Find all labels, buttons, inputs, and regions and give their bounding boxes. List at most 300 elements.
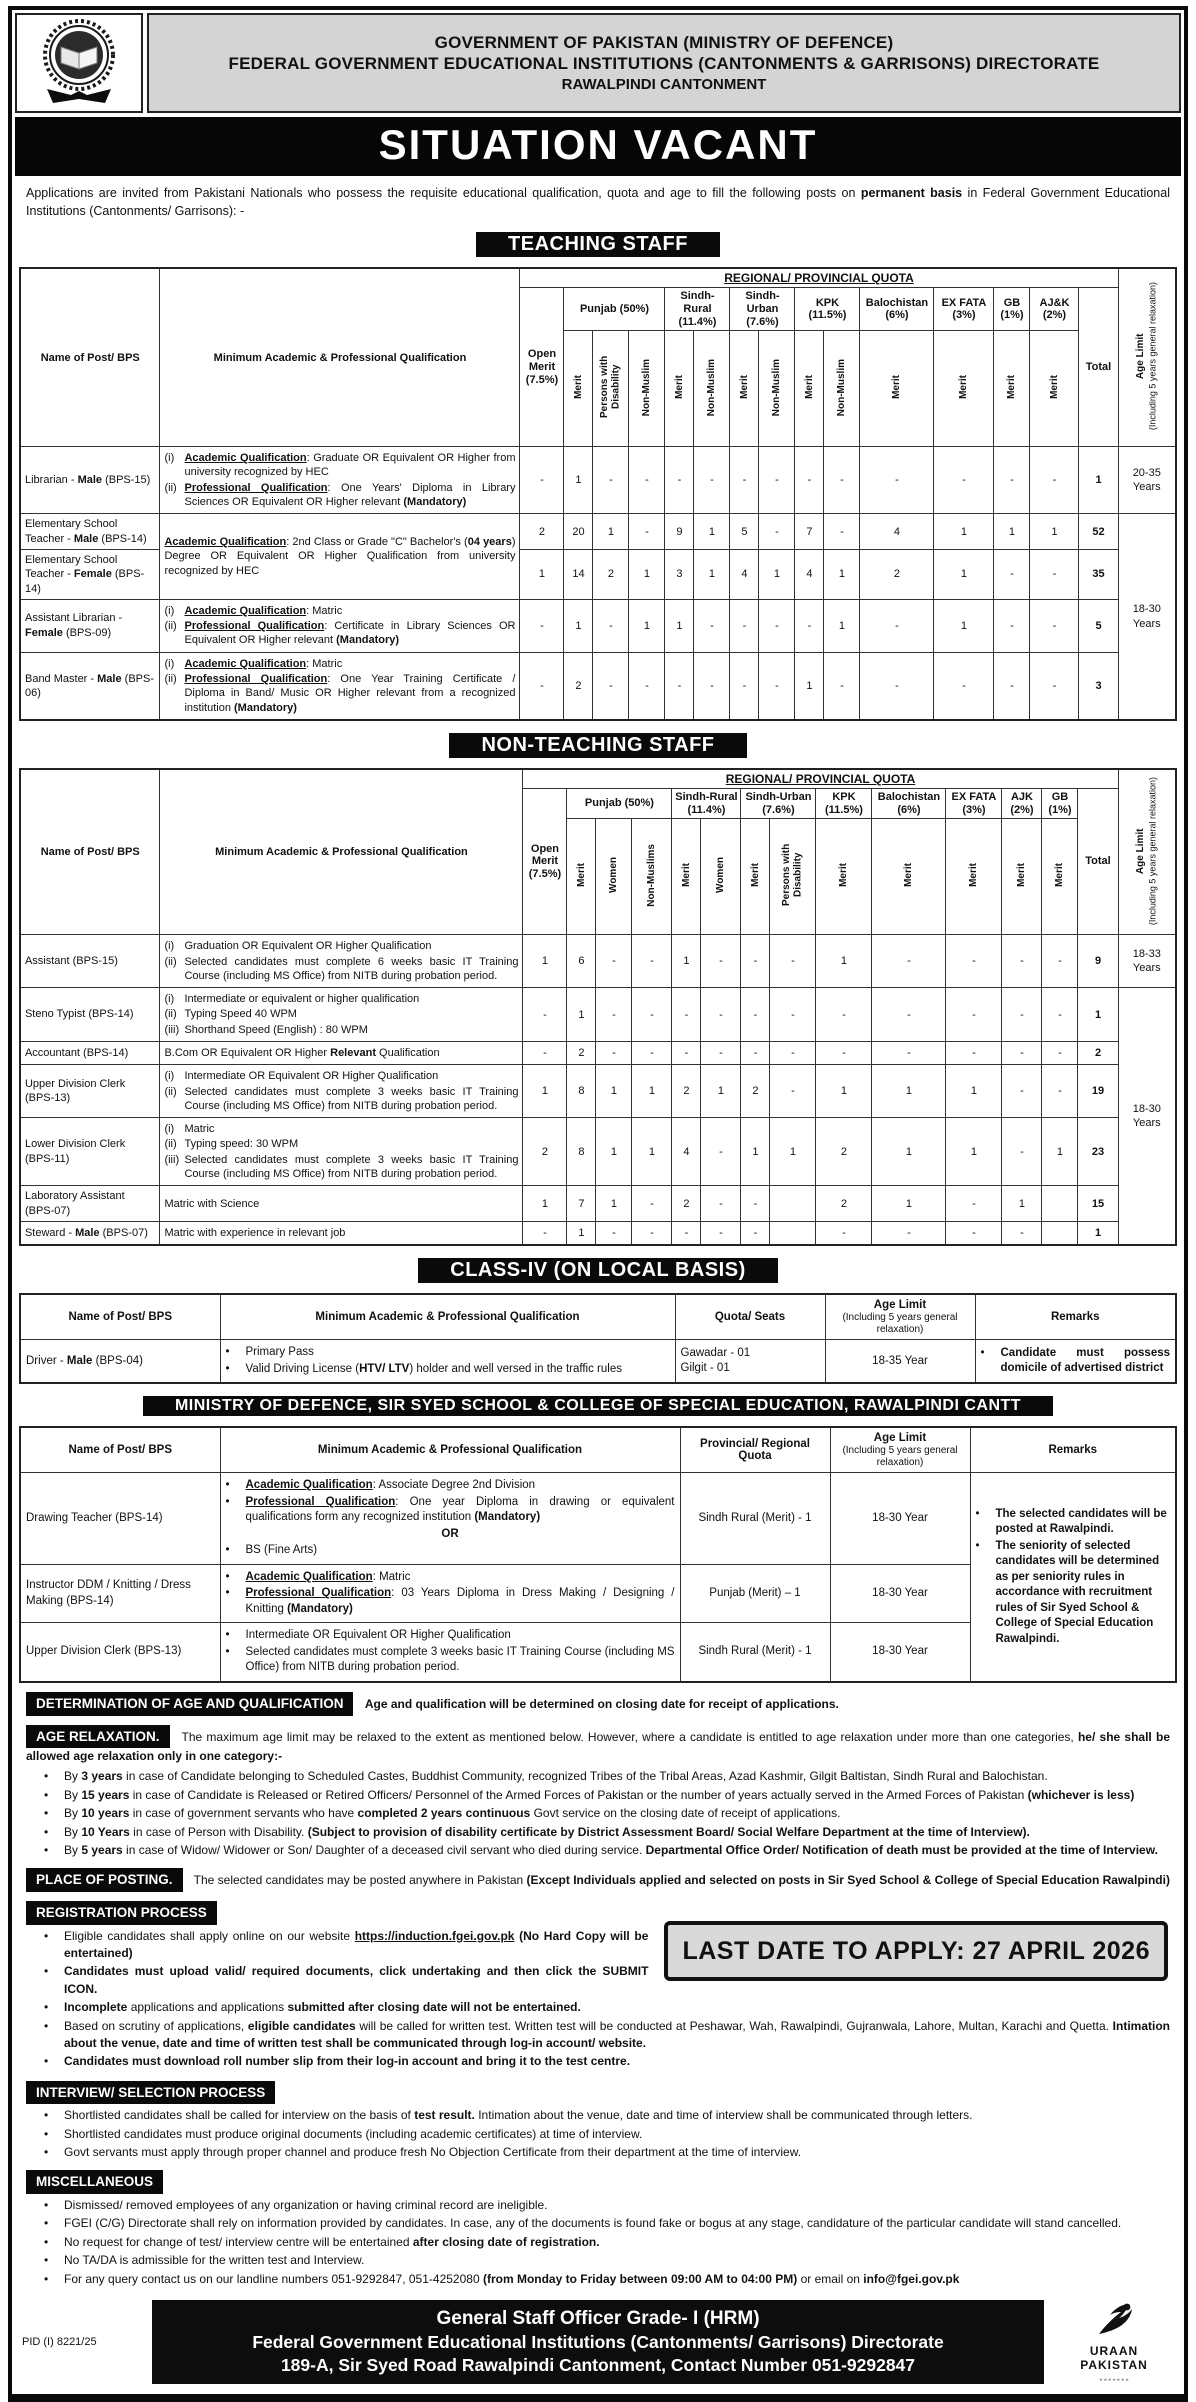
quota-cell: - <box>1042 988 1078 1042</box>
column-header: Minimum Academic & Professional Qualification <box>160 769 523 935</box>
quota-cell: - <box>816 1221 872 1245</box>
quota-cell: 3 <box>665 549 694 599</box>
text-line <box>44 1999 1170 2016</box>
quota-cell <box>1042 1221 1078 1245</box>
bullet-marker: • <box>975 1507 980 1520</box>
quota-cell: 1 <box>596 1186 632 1222</box>
line-text: By 3 years in case of Candidate belonging to Scheduled Castes, Buddhist Community, recognized Tribes of the Tribal Areas, Azad Kashmir, Gilgit Baltistan, Sindh Rural and Balochistan. <box>64 1769 1048 1784</box>
line-text: Academic Qualification: Matric <box>184 657 343 670</box>
total-cell: 1 <box>1078 988 1118 1042</box>
post-qualification <box>220 1473 680 1565</box>
line-text: Dismissed/ removed employees of any organization or having criminal record are ineligible. <box>64 2197 548 2212</box>
column-header: Merit <box>994 331 1030 447</box>
bullet-marker: • <box>225 1544 230 1557</box>
column-header: Balochistan (6%) <box>860 288 934 331</box>
text-line <box>976 1507 1171 1538</box>
quota-cell: - <box>1030 652 1079 720</box>
total-cell: 9 <box>1078 935 1118 988</box>
quota-cell: - <box>672 1221 701 1245</box>
column-header: Merit <box>872 819 946 935</box>
post-name: Upper Division Clerk (BPS-13) <box>20 1623 220 1682</box>
quota-cell: - <box>520 447 564 514</box>
post-qualification <box>220 1623 680 1682</box>
line-text: Typing speed: 30 WPM <box>184 1138 299 1151</box>
text-line <box>164 1046 518 1060</box>
quota-cell: - <box>946 1041 1002 1064</box>
quota-cell: - <box>994 447 1030 514</box>
quota-cell: - <box>596 1221 632 1245</box>
quota-cell: 4 <box>795 549 824 599</box>
quota-cell: 1 <box>701 1065 741 1118</box>
column-header: Merit <box>672 819 701 935</box>
bullet-marker: (i) <box>164 657 175 670</box>
quota-cell: - <box>1002 1118 1042 1186</box>
staff-row <box>20 988 1176 1042</box>
line-text: Candidates must download roll number slip from their log-in account and bring it to the test centre. <box>64 2054 631 2069</box>
quota-cell: - <box>946 988 1002 1042</box>
quota-cell: - <box>824 514 860 550</box>
header <box>12 10 1184 116</box>
quota-cell: - <box>629 514 665 550</box>
miscellaneous-section <box>26 2170 1170 2288</box>
text-line <box>164 1226 518 1240</box>
column-header: Balochistan (6%) <box>872 788 946 818</box>
column-header: Open Merit (7.5%) <box>523 788 567 934</box>
text-line <box>226 1570 675 1586</box>
text-line <box>164 1137 518 1151</box>
quota-cell: 1 <box>741 1118 770 1186</box>
column-header: Merit <box>934 331 994 447</box>
text-line <box>164 1153 518 1182</box>
text-line <box>44 2018 1170 2053</box>
quota-cell: 2 <box>520 514 564 550</box>
column-header: Merit <box>730 331 759 447</box>
age-limit-cell: 18-33 Years <box>1118 935 1176 988</box>
quota-cell: - <box>1002 988 1042 1042</box>
column-header: Age Limit (Including 5 years general relaxation) <box>1118 769 1176 935</box>
column-header: Age Limit (Including 5 years general relaxation) <box>1118 268 1176 446</box>
bullet-marker: • <box>44 2054 49 2069</box>
quota-cell: - <box>523 1221 567 1245</box>
post-qualification <box>220 1564 680 1623</box>
quota-cell: - <box>759 447 795 514</box>
line-text: Candidate must possess domicile of advertised district <box>1000 1346 1170 1375</box>
line-text: Intermediate OR Equivalent OR Higher Qualification <box>245 1629 511 1642</box>
quota-cell: - <box>872 988 946 1042</box>
column-header: GB (1%) <box>994 288 1030 331</box>
determination-section <box>26 1692 1170 1716</box>
post-qualification <box>160 935 523 988</box>
last-date-box <box>664 1921 1168 1981</box>
post-name: Assistant (BPS-15) <box>20 935 160 988</box>
bullet-marker: (ii) <box>164 481 177 494</box>
line-text: Matric with experience in relevant job <box>164 1226 346 1239</box>
total-cell: 3 <box>1079 652 1118 720</box>
interview-label: INTERVIEW/ SELECTION PROCESS <box>26 2081 275 2105</box>
quota-cell: - <box>629 447 665 514</box>
bullet-marker: • <box>44 2216 49 2231</box>
footer <box>22 2300 1174 2384</box>
line-text: Eligible candidates shall apply online on our website https://induction.fgei.gov.pk (No Hard Copy will be entertained) <box>64 1928 649 1960</box>
text-line <box>44 1928 648 1963</box>
post-name: Assistant Librarian - Female (BPS-09) <box>20 599 160 652</box>
text-line <box>226 1478 675 1494</box>
footer-line-3: 189-A, Sir Syed Road Rawalpindi Cantonment, Contact Number 051-9292847 <box>280 2354 916 2375</box>
quota-cell: - <box>596 935 632 988</box>
quota-cell: - <box>730 599 759 652</box>
quota-cell: - <box>672 988 701 1042</box>
quota-cell: - <box>770 1065 816 1118</box>
total-cell: 35 <box>1079 549 1118 599</box>
col-header-quota: Provincial/ Regional Quota <box>680 1427 830 1473</box>
line-text: Selected candidates must complete 3 weeks basic IT Training Course (including MS Office) from NITB during probation period. <box>184 1153 519 1181</box>
post-name: Driver - Male (BPS-04) <box>20 1340 220 1384</box>
line-text: Academic Qualification: Graduate OR Equivalent OR Higher from university recognized by HEC <box>184 452 516 479</box>
quota-cell: 5 <box>730 514 759 550</box>
uraan-label-bottom: PAKISTAN <box>1080 2357 1148 2372</box>
line-text: The selected candidates will be posted at Rawalpindi. <box>995 1507 1167 1536</box>
quota-cell: 1 <box>564 447 593 514</box>
bullet-marker: • <box>225 1346 230 1359</box>
text-line <box>44 1805 1170 1822</box>
text-line <box>44 1787 1170 1804</box>
quota-cell: - <box>770 988 816 1042</box>
header-title-box <box>147 13 1181 113</box>
quota-cell: - <box>632 1186 672 1222</box>
text-line <box>44 2107 1170 2124</box>
quota-cell: 1 <box>824 549 860 599</box>
quota-cell: 1 <box>567 988 596 1042</box>
header-line-2: FEDERAL GOVERNMENT EDUCATIONAL INSTITUTIONS (CANTONMENTS & GARRISONS) DIRECTORATE <box>228 54 1100 74</box>
uraan-label-top: URAAN <box>1089 2344 1139 2359</box>
quota-cell: - <box>701 1118 741 1186</box>
quota: Sindh Rural (Merit) - 1 <box>680 1473 830 1565</box>
quota-cell <box>770 1221 816 1245</box>
staff-row <box>20 447 1176 514</box>
text-line <box>164 1069 518 1083</box>
line-text: Selected candidates must complete 6 weeks basic IT Training Course (including MS Office) from NITB during probation period. <box>184 955 519 982</box>
quota-cell: - <box>994 549 1030 599</box>
post-qualification <box>160 1186 523 1222</box>
text-line <box>226 1586 675 1617</box>
text-line <box>164 1085 518 1114</box>
column-header: Persons with Disability <box>770 819 816 935</box>
bullet-marker: • <box>225 1479 230 1492</box>
quota-cell: - <box>1042 1065 1078 1118</box>
quota-cell: 1 <box>934 599 994 652</box>
line-text: Academic Qualification: Matric <box>245 1570 411 1583</box>
post-name: Instructor DDM / Knitting / Dress Making (BPS-14) <box>20 1564 220 1623</box>
text-line <box>226 1345 670 1361</box>
quota-cell: 2 <box>816 1118 872 1186</box>
quota-seats: Gawadar - 01 Gilgit - 01 <box>675 1340 825 1384</box>
post-qualification <box>160 599 520 652</box>
column-header: Merit <box>1002 819 1042 935</box>
line-text: B.Com OR Equivalent OR Higher Relevant Qualification <box>164 1046 440 1059</box>
quota-cell: 1 <box>934 514 994 550</box>
bullet-marker: • <box>44 2108 49 2123</box>
bullet-marker: (ii) <box>164 1008 177 1021</box>
column-header: Total <box>1078 788 1118 934</box>
bullet-marker: (i) <box>164 1123 175 1136</box>
text-line <box>164 992 518 1006</box>
footer-line-2: Federal Government Educational Institutions (Cantonments/ Garrisons) Directorate <box>252 2331 944 2352</box>
post-name: Steward - Male (BPS-07) <box>20 1221 160 1245</box>
quota-cell: - <box>665 652 694 720</box>
bullet-marker: (iii) <box>164 1153 180 1166</box>
post-name: Laboratory Assistant (BPS-07) <box>20 1186 160 1222</box>
quota-cell: 1 <box>816 935 872 988</box>
line-text: OR <box>441 1527 459 1540</box>
quota-cell: 14 <box>564 549 593 599</box>
bullet-marker: (i) <box>164 940 175 953</box>
age-relaxation-label: AGE RELAXATION. <box>26 1725 170 1749</box>
text-line <box>44 1824 1170 1841</box>
column-header: Merit <box>741 819 770 935</box>
quota-cell: 2 <box>593 549 629 599</box>
quota-cell: 1 <box>672 935 701 988</box>
situation-vacant-banner: SITUATION VACANT <box>15 117 1181 176</box>
line-text: For any query contact us on our landline numbers 051-9292847, 051-4252080 (from Monday to Friday between 09:00 AM to 04:00 PM) or email on info@fgei.gov.pk <box>64 2271 960 2286</box>
bullet-marker: • <box>975 1539 980 1552</box>
age-relaxation-section <box>26 1725 1170 1860</box>
quota-cell: - <box>1030 549 1079 599</box>
text-line <box>164 481 515 510</box>
staff-row <box>20 1186 1176 1222</box>
quota-cell: 1 <box>694 549 730 599</box>
quota-cell: - <box>730 447 759 514</box>
quota-cell: 1 <box>795 652 824 720</box>
text-line <box>164 955 518 984</box>
total-cell: 19 <box>1078 1065 1118 1118</box>
quota-cell: 1 <box>872 1065 946 1118</box>
quota-cell: - <box>694 652 730 720</box>
staff-row <box>20 1065 1176 1118</box>
bullet-marker: • <box>44 2253 49 2268</box>
place-of-posting-text: The selected candidates may be posted anywhere in Pakistan (Except Individuals applied and selected on posts in Sir Syed School & College of Special Education Rawalpindi) <box>193 1873 1170 1888</box>
quota-cell: 2 <box>672 1065 701 1118</box>
quota-cell: - <box>520 599 564 652</box>
column-header: Non-Muslim <box>694 331 730 447</box>
line-text: Selected candidates must complete 3 weeks basic IT Training Course (including MS Office) from NITB during probation period. <box>184 1085 519 1112</box>
column-header: Non-Muslim <box>629 331 665 447</box>
column-header: Merit <box>567 819 596 935</box>
text-line <box>44 2053 1170 2070</box>
line-text: Selected candidates must complete 3 weeks basic IT Training Course (including MS Office) from NITB during probation period. <box>245 1645 675 1674</box>
quota-cell: - <box>523 988 567 1042</box>
place-of-posting-label: PLACE OF POSTING. <box>26 1868 183 1892</box>
class4-table <box>19 1293 1177 1384</box>
pid-number: PID (I) 8221/25 <box>22 2335 97 2348</box>
quota-cell: - <box>770 935 816 988</box>
bullet-marker: • <box>44 1787 49 1802</box>
quota-cell: - <box>946 1186 1002 1222</box>
column-header: Merit <box>665 331 694 447</box>
column-header: Non-Muslim <box>824 331 860 447</box>
bullet-marker: • <box>225 1495 230 1508</box>
quota-cell: - <box>665 447 694 514</box>
post-qualification <box>160 1221 523 1245</box>
quota-cell: - <box>824 447 860 514</box>
uraan-bird-icon <box>1091 2300 1137 2340</box>
quota-cell: - <box>1002 1221 1042 1245</box>
quota-cell: - <box>1030 599 1079 652</box>
class4-heading: CLASS-IV (ON LOCAL BASIS) <box>416 1256 779 1285</box>
quota: Sindh Rural (Merit) - 1 <box>680 1623 830 1682</box>
bullet-marker: • <box>44 1928 49 1943</box>
column-header: Non-Muslims <box>632 819 672 935</box>
line-text: BS (Fine Arts) <box>245 1544 318 1557</box>
quota-cell: - <box>701 1186 741 1222</box>
post-name: Accountant (BPS-14) <box>20 1041 160 1064</box>
staff-row <box>20 1221 1176 1245</box>
quota-cell: - <box>759 652 795 720</box>
text-line <box>226 1645 675 1676</box>
determination-text: Age and qualification will be determined on closing date for receipt of applications. <box>364 1696 839 1711</box>
quota-cell: - <box>694 447 730 514</box>
header-line-3: RAWALPINDI CANTONMENT <box>561 75 767 93</box>
quota-cell: 1 <box>523 1186 567 1222</box>
quota-cell: - <box>872 935 946 988</box>
column-header: GB (1%) <box>1042 788 1078 818</box>
text-line <box>164 451 515 480</box>
quota-cell: - <box>596 988 632 1042</box>
bullet-marker: • <box>225 1645 230 1658</box>
bullet-marker: (i) <box>164 604 175 617</box>
text-line <box>164 604 515 618</box>
quota-cell: - <box>593 652 629 720</box>
line-text: Incomplete applications and applications submitted after closing date will not be entertained. <box>64 2000 581 2015</box>
quota-cell: 1 <box>596 1065 632 1118</box>
col-header-age: Age Limit (Including 5 years general relaxation) <box>830 1427 970 1473</box>
quota-cell: - <box>1002 1041 1042 1064</box>
col-header-quota: Quota/ Seats <box>675 1294 825 1340</box>
line-text: Intermediate OR Equivalent OR Higher Qualification <box>184 1070 439 1083</box>
line-text: Shortlisted candidates must produce original documents (including academic certificates) at time of interview. <box>64 2126 643 2141</box>
quota-cell: 1 <box>694 514 730 550</box>
special-education-heading: MINISTRY OF DEFENCE, SIR SYED SCHOOL & COLLEGE OF SPECIAL EDUCATION, RAWALPINDI CANTT <box>141 1394 1055 1418</box>
fgei-crest-logo <box>15 13 143 113</box>
column-header: Total <box>1079 288 1118 447</box>
quota-cell: 4 <box>860 514 934 550</box>
column-header: EX FATA (3%) <box>934 288 994 331</box>
quota-cell: - <box>824 652 860 720</box>
bullet-marker: • <box>225 1362 230 1375</box>
column-header: AJK (2%) <box>1002 788 1042 818</box>
column-header: Merit <box>1042 819 1078 935</box>
quota-cell: - <box>632 935 672 988</box>
special-row-drawing-teacher <box>20 1473 1176 1565</box>
bullet-marker: • <box>44 2000 49 2015</box>
quota-cell: 20 <box>564 514 593 550</box>
text-line <box>44 2234 1170 2251</box>
post-qualification <box>160 1118 523 1186</box>
quota-cell: 1 <box>665 599 694 652</box>
quota-cell: - <box>629 652 665 720</box>
quota-cell: - <box>672 1041 701 1064</box>
quota-cell: - <box>701 935 741 988</box>
col-header-qualification: Minimum Academic & Professional Qualification <box>220 1427 680 1473</box>
quota-cell: 1 <box>824 599 860 652</box>
place-of-posting-section <box>26 1868 1170 1892</box>
quota-cell: - <box>596 1041 632 1064</box>
column-header: Merit <box>860 331 934 447</box>
quota-cell: 7 <box>795 514 824 550</box>
staff-row <box>20 599 1176 652</box>
quota-cell: - <box>730 652 759 720</box>
class4-row-driver <box>20 1340 1176 1384</box>
text-line <box>164 619 515 648</box>
quota-cell: - <box>872 1041 946 1064</box>
col-header-qualification: Minimum Academic & Professional Qualification <box>220 1294 675 1340</box>
post-qualification <box>160 514 520 599</box>
quota-cell: - <box>860 652 934 720</box>
quota-cell: 1 <box>593 514 629 550</box>
quota-cell: - <box>872 1221 946 1245</box>
column-header: Merit <box>1030 331 1079 447</box>
staff-row <box>20 1041 1176 1064</box>
quota-cell: 1 <box>1030 514 1079 550</box>
col-header-age: Age Limit (Including 5 years general relaxation) <box>825 1294 975 1340</box>
quota-cell: 1 <box>816 1065 872 1118</box>
bullet-marker: (iii) <box>164 1023 180 1036</box>
line-text: No request for change of test/ interview centre will be entertained after closing date of registration. <box>64 2234 600 2249</box>
column-header: Minimum Academic & Professional Qualification <box>160 268 520 446</box>
text-line <box>44 1842 1170 1859</box>
post-name: Elementary School Teacher - Female (BPS-14) <box>20 549 160 599</box>
quota-cell: - <box>632 1041 672 1064</box>
quota-cell: - <box>1030 447 1079 514</box>
quota-cell: - <box>816 988 872 1042</box>
quota-cell: 1 <box>596 1118 632 1186</box>
text-line <box>44 2271 1170 2288</box>
line-text: Govt servants must apply through proper channel and produce fresh No Objection Certificate from their department at the time of interview. <box>64 2145 802 2160</box>
column-header: Open Merit (7.5%) <box>520 288 564 447</box>
post-name: Lower Division Clerk (BPS-11) <box>20 1118 160 1186</box>
line-text: Valid Driving License (HTV/ LTV) holder and well versed in the traffic rules <box>245 1362 622 1375</box>
text-line <box>44 1768 1170 1785</box>
post-name: Librarian - Male (BPS-15) <box>20 447 160 514</box>
teaching-staff-heading: TEACHING STAFF <box>474 230 722 259</box>
post-qualification <box>160 1041 523 1064</box>
line-text: Professional Qualification: One Year Training Certificate / Diploma in Band/ Music OR Higher relevant from a recognized institution (Mandatory) <box>184 673 516 714</box>
quota-cell <box>1042 1186 1078 1222</box>
quota-cell: 1 <box>523 1065 567 1118</box>
age-relaxation-text: The maximum age limit may be relaxed to the extent as mentioned below. However, where a candidate is entitled to age relaxation under more than one categories, he/ she shall be allowed age relaxation only in one category:- <box>26 1729 1170 1764</box>
column-header: Punjab (50%) <box>567 788 672 818</box>
column-header: Persons with Disability <box>593 331 629 447</box>
quota-cell: - <box>994 599 1030 652</box>
quota-cell: - <box>701 1221 741 1245</box>
line-text: Professional Qualification: One Years' Diploma in Library Sciences OR Equivalent OR Higher relevant (Mandatory) <box>184 481 516 509</box>
post-name: Band Master - Male (BPS-06) <box>20 652 160 720</box>
post-qualification <box>220 1340 675 1384</box>
quota-cell: - <box>860 599 934 652</box>
bullet-marker: • <box>980 1346 985 1359</box>
bullet-marker: • <box>44 1806 49 1821</box>
quota-cell: - <box>741 1041 770 1064</box>
line-text: Professional Qualification: Certificate in Library Sciences OR Equivalent OR Higher relevant (Mandatory) <box>184 620 516 647</box>
bullet-marker: • <box>225 1570 230 1583</box>
quota-cell: - <box>632 1221 672 1245</box>
column-header: Sindh-Rural (11.4%) <box>672 788 741 818</box>
column-header: Merit <box>564 331 593 447</box>
text-line <box>44 1963 648 1998</box>
total-cell: 5 <box>1079 599 1118 652</box>
age-limit: 18-30 Year <box>830 1623 970 1682</box>
column-header: Women <box>701 819 741 935</box>
quota-cell: 6 <box>567 935 596 988</box>
